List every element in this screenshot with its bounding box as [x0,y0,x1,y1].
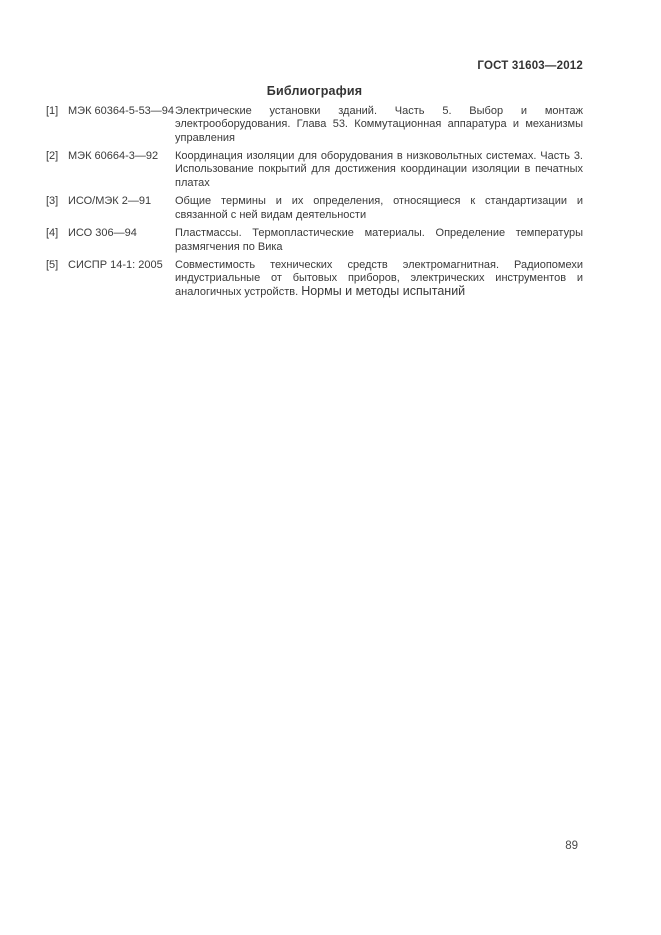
entry-description-text: Совместимость технических средств электромагнитная. Радиопомехи индустриальные от бытовых приборов, электрических инструментов и аналогичных устройств. [175,259,583,298]
bibliography-entry [46,259,583,299]
entry-standard-code: СИСПР 14-1: 2005 [68,259,163,271]
entry-description [175,150,583,190]
entry-description [175,227,583,254]
entry-description-text: Пластмассы. Термопластические материалы. Определение температуры размягчения по Вика [175,227,583,253]
entry-ref-number: [2] [46,150,59,162]
standard-code-header: ГОСТ 31603—2012 [477,60,583,72]
entry-ref-number: [3] [46,195,59,207]
entry-ref-number: [4] [46,227,59,239]
page-number: 89 [565,840,578,852]
entry-description-emphasis: Нормы и методы испытаний [301,284,466,298]
bibliography-entry [46,105,583,145]
entry-standard-code: ИСО 306—94 [68,227,137,239]
entry-description [175,259,583,299]
entry-description-text: Общие термины и их определения, относящиеся к стандартизации и связанной с ней видам деятельности [175,195,583,221]
entry-standard-code: МЭК 60364-5-53—94 [68,105,175,117]
entry-description [175,105,583,145]
entry-description [175,195,583,222]
entry-ref-number: [5] [46,259,59,271]
entry-ref-number: [1] [46,105,59,117]
bibliography-list [46,105,583,304]
bibliography-entry [46,195,583,222]
entry-description-text: Координация изоляции для оборудования в низковольтных системах. Часть 3. Использование покрытий для достижения координации изоляции в печатных платах [175,150,583,189]
bibliography-entry [46,227,583,254]
entry-standard-code: МЭК 60664-3—92 [68,150,159,162]
entry-standard-code: ИСО/МЭК 2—91 [68,195,152,207]
entry-description-text: Электрические установки зданий. Часть 5. Выбор и монтаж электрооборудования. Глава 53. Коммутационная аппаратура и механизмы управления [175,105,583,144]
bibliography-entry [46,150,583,190]
section-title: Библиография [266,84,363,98]
